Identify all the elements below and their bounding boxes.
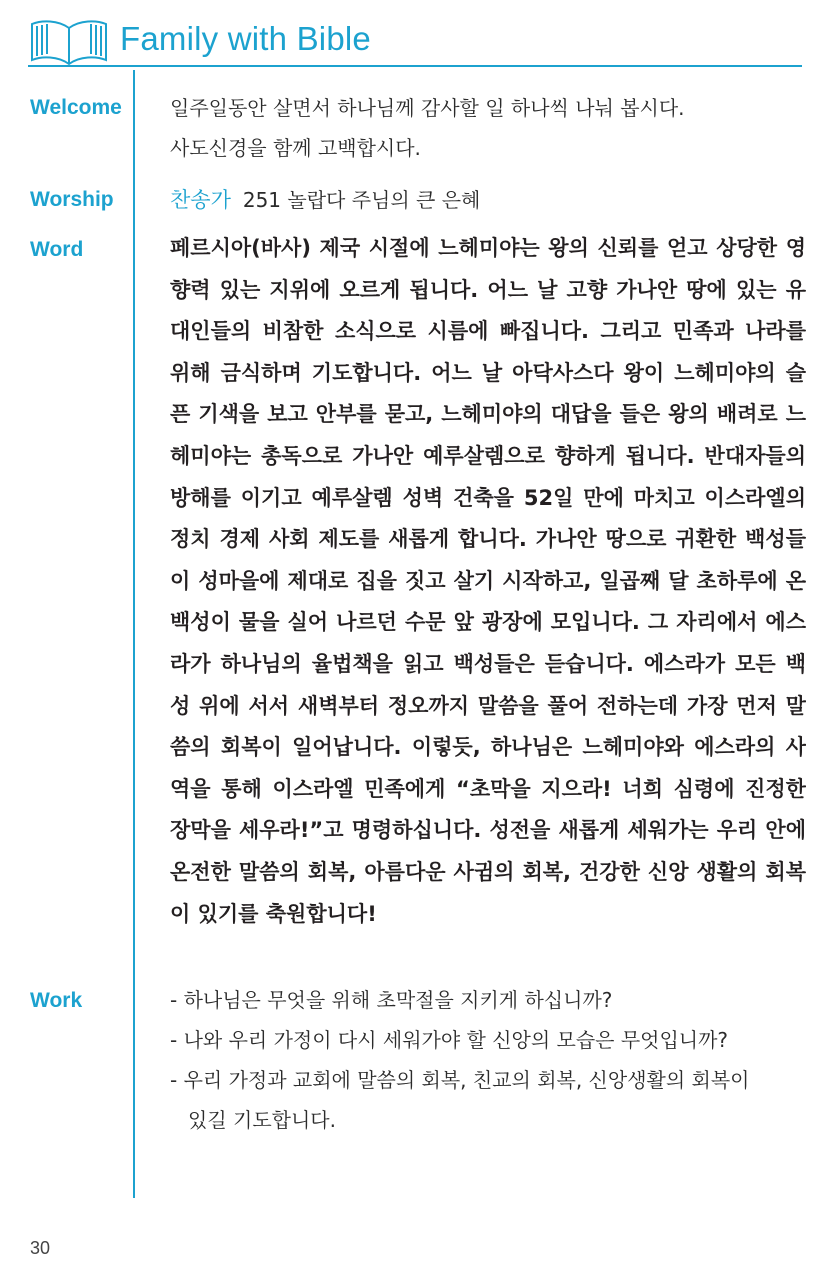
hymn-title: 251 놀랍다 주님의 큰 은혜: [242, 188, 481, 212]
word-line: 정치 경제 사회 제도를 새롭게 합니다. 가나안 땅으로 귀환한 백성들: [170, 527, 806, 552]
word-line: 장막을 세우라!”고 명령하십니다. 성전을 새롭게 세워가는 우리 안에: [170, 818, 806, 843]
work-question-continued: 있길 기도합니다.: [188, 1108, 336, 1132]
page-title: Family with Bible: [120, 20, 371, 57]
welcome-label: Welcome: [30, 96, 122, 119]
word-line: 이 있기를 축원합니다!: [170, 901, 377, 926]
word-line: 대인들의 비참한 소식으로 시름에 빠집니다. 그리고 민족과 나라를: [170, 319, 806, 344]
welcome-line: 일주일동안 살면서 하나님께 감사할 일 하나씩 나눠 봅시다.: [170, 96, 685, 120]
word-line: 향력 있는 지위에 오르게 됩니다. 어느 날 고향 가나안 땅에 있는 유: [170, 277, 806, 302]
welcome-line: 사도신경을 함께 고백합시다.: [170, 136, 421, 160]
work-question: - 나와 우리 가정이 다시 세워가야 할 신앙의 모습은 무엇입니까?: [170, 1028, 729, 1052]
word-line: 씀의 회복이 일어납니다. 이렇듯, 하나님은 느헤미야와 에스라의 사: [170, 735, 806, 760]
word-line: 성 위에 서서 새벽부터 정오까지 말씀을 풀어 전하는데 가장 먼저 말: [170, 693, 806, 718]
work-section: [170, 980, 806, 1140]
page-header: [28, 14, 802, 68]
work-label: Work: [30, 989, 83, 1012]
word-line: 라가 하나님의 율법책을 읽고 백성들은 듣습니다. 에스라가 모든 백: [170, 651, 806, 676]
word-line: 온전한 말씀의 회복, 아름다운 사귐의 회복, 건강한 신앙 생활의 회복: [170, 859, 806, 884]
word-line: 방해를 이기고 예루살렘 성벽 건축을 52일 만에 마치고 이스라엘의: [170, 485, 806, 510]
hymn-label: 찬송가: [170, 188, 231, 212]
word-line: 픈 기색을 보고 안부를 묻고, 느헤미야의 대답을 들은 왕의 배려로 느: [170, 402, 806, 427]
word-section: [170, 228, 806, 935]
open-book-icon: [28, 16, 110, 66]
word-line: 역을 통해 이스라엘 민족에게 “초막을 지으라! 너희 심령에 진정한: [170, 776, 806, 801]
work-question: - 하나님은 무엇을 위해 초막절을 지키게 하십니까?: [170, 988, 613, 1012]
worship-label: Worship: [30, 188, 114, 211]
section-divider: [133, 70, 135, 1198]
header-divider: [28, 65, 802, 67]
word-line: 백성이 물을 실어 나르던 수문 앞 광장에 모입니다. 그 자리에서 에스: [170, 610, 806, 635]
page-number: 30: [30, 1238, 51, 1258]
word-line: 위해 금식하며 기도합니다. 어느 날 아닥사스다 왕이 느헤미야의 슬: [170, 360, 806, 385]
worship-section: [170, 180, 806, 220]
word-label: Word: [30, 238, 84, 261]
word-line: 페르시아(바사) 제국 시절에 느헤미야는 왕의 신뢰를 얻고 상당한 영: [170, 236, 806, 260]
word-line: 헤미야는 총독으로 가나안 예루살렘으로 향하게 됩니다. 반대자들의: [170, 443, 806, 468]
welcome-section: [170, 88, 806, 168]
work-question: - 우리 가정과 교회에 말씀의 회복, 친교의 회복, 신앙생활의 회복이: [170, 1068, 750, 1092]
word-line: 이 성마을에 제대로 집을 짓고 살기 시작하고, 일곱째 달 초하루에 온: [170, 568, 806, 593]
